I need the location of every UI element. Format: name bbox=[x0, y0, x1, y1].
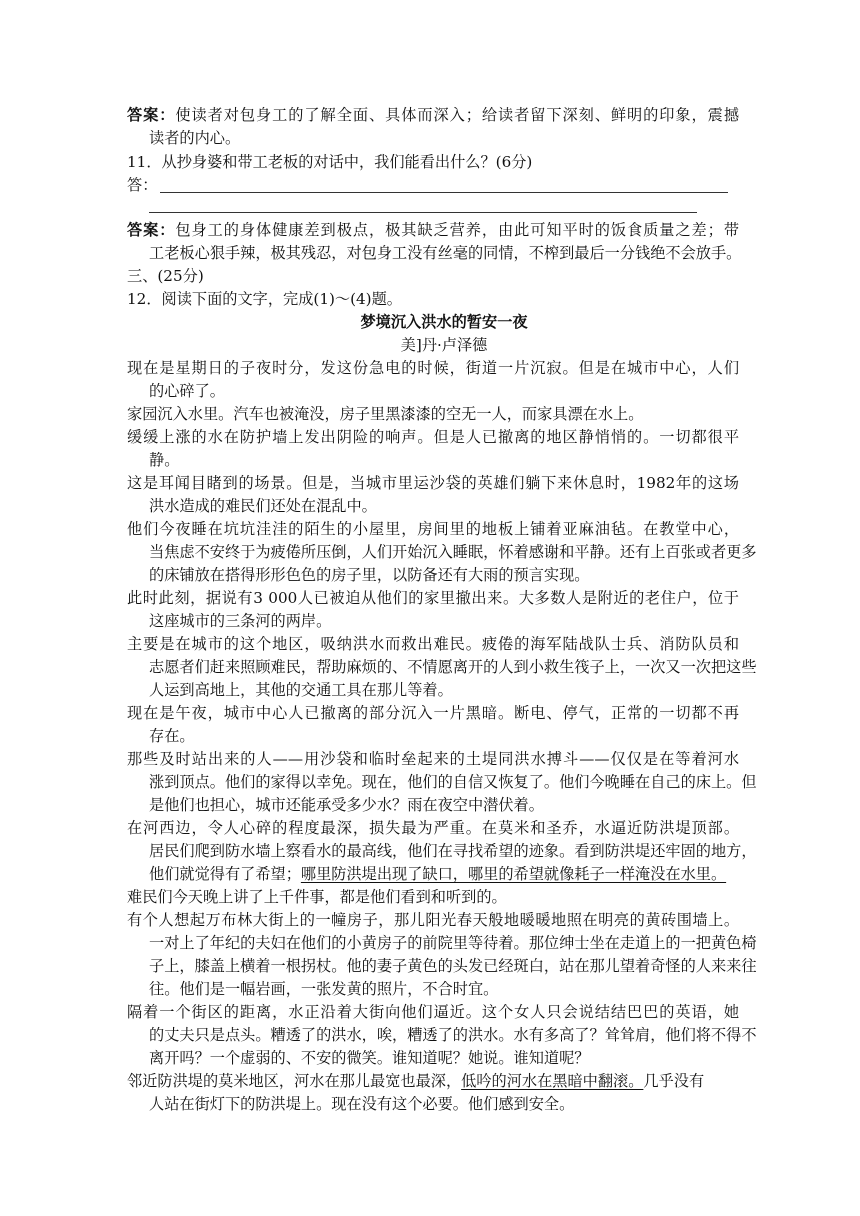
paragraph-line: 隔着一个街区的距离，水正沿着大街向他们逼近。这个女人只会说结结巴巴的英语，她 bbox=[127, 1003, 739, 1021]
paragraph-line: 静。 bbox=[149, 451, 180, 469]
paragraph-line: 缓缓上涨的水在防护墙上发出阴险的响声。但是人已撤离的地区静悄悄的。一切都很平 bbox=[127, 428, 739, 446]
answer-blank-line-1 bbox=[160, 192, 728, 193]
paragraph-line: 居民们爬到防水墙上察看水的最高线，他们在寻找希望的迹象。看到防洪堤还牢固的地方， bbox=[149, 842, 757, 860]
paragraph-line: 难民们今天晚上讲了上千件事，都是他们看到和听到的。 bbox=[127, 888, 507, 906]
paragraph-line: 涨到顶点。他们的家得以幸免。现在，他们的自信又恢复了。他们今晚睡在自己的床上。但 bbox=[149, 773, 757, 791]
paragraph-line: 的床铺放在搭得形形色色的房子里，以防备还有大雨的预言实现。 bbox=[149, 566, 590, 584]
underlined-sentence: 哪里防洪堤出现了缺口，哪里的希望就像耗子一样淹没在水里。 bbox=[300, 865, 727, 883]
paragraph-line: 离开吗？一个虚弱的、不安的微笑。谁知道呢？她说。谁知道呢？ bbox=[149, 1049, 590, 1067]
paragraph-line: 这座城市的三条河的两岸。 bbox=[149, 612, 332, 630]
answer-blank-line-2 bbox=[149, 212, 697, 213]
paragraph-text: 几乎没有 bbox=[643, 1072, 705, 1090]
answer-label-2: 答案： bbox=[127, 221, 176, 239]
paragraph-line: 的心碎了。 bbox=[149, 382, 225, 400]
answer-prompt: 答： bbox=[127, 176, 158, 194]
paragraph-line: 有个人想起万布林大街上的一幢房子，那儿阳光春天般地暖暖地照在明亮的黄砖围墙上。 bbox=[127, 911, 739, 929]
paragraph-line: 现在是星期日的子夜时分，发这份急电的时候，街道一片沉寂。但是在城市中心，人们 bbox=[127, 359, 739, 377]
answer-1-line-1 bbox=[127, 104, 739, 126]
paragraph-line: 是他们也担心，城市还能承受多少水？雨在夜空中潜伏着。 bbox=[149, 796, 544, 814]
article-author: 美]丹·卢泽德 bbox=[400, 336, 488, 354]
paragraph-line: 往。他们是一幅岩画，一张发黄的照片，不合时宜。 bbox=[149, 980, 499, 998]
paragraph-line: 志愿者们赶来照顾难民，帮助麻烦的、不情愿离开的人到小救生筏子上，一次又一次把这些 bbox=[149, 658, 757, 676]
answer-label: 答案： bbox=[127, 106, 176, 124]
paragraph-line: 在河西边，令人心碎的程度最深，损失最为严重。在莫米和圣乔，水逼近防洪堤顶部。 bbox=[127, 819, 739, 837]
question-12: 12．阅读下面的文字，完成(1)～(4)题。 bbox=[127, 290, 402, 308]
answer-2-line-1 bbox=[127, 219, 739, 241]
paragraph-line: 那些及时站出来的人——用沙袋和临时垒起来的土堤同洪水搏斗——仅仅是在等着河水 bbox=[127, 750, 739, 768]
answer-1-text: 使读者对包身工的了解全面、具体而深入；给读者留下深刻、鲜明的印象，震撼 bbox=[175, 106, 740, 124]
answer-1-line-2: 读者的内心。 bbox=[149, 129, 241, 147]
section-three-heading: 三、(25分) bbox=[127, 267, 204, 285]
answer-2-line-2: 工老板心狠手辣，极其残忍，对包身工没有丝毫的同情，不榨到最后一分钱绝不会放手。 bbox=[149, 244, 742, 262]
paragraph-line: 一对上了年纪的夫妇在他们的小黄房子的前院里等待着。那位绅士坐在走道上的一把黄色椅 bbox=[149, 934, 757, 952]
paragraph-line: 主要是在城市的这个地区，吸纳洪水而救出难民。疲倦的海军陆战队士兵、消防队员和 bbox=[127, 635, 739, 653]
article-title: 梦境沉入洪水的暂安一夜 bbox=[360, 313, 528, 331]
paragraph-line: 现在是午夜，城市中心人已撤离的部分沉入一片黑暗。断电、停气，正常的一切都不再 bbox=[127, 704, 739, 722]
paragraph-line: 这是耳闻目睹到的场景。但是，当城市里运沙袋的英雄们躺下来休息时，1982年的这场 bbox=[127, 474, 739, 492]
paragraph-line: 的丈夫只是点头。糟透了的洪水，唉，糟透了的洪水。水有多高了？耸耸肩，他们将不得不 bbox=[149, 1026, 757, 1044]
paragraph-line: 人站在街灯下的防洪堤上。现在没有这个必要。他们感到安全。 bbox=[149, 1095, 575, 1113]
underlined-sentence: 低吟的河水在黑暗中翻滚。 bbox=[461, 1072, 644, 1090]
paragraph-line: 存在。 bbox=[149, 727, 195, 745]
paragraph-text: 他们就觉得有了希望； bbox=[149, 865, 301, 883]
question-11: 11．从抄身婆和带工老板的对话中，我们能看出什么？(6分) bbox=[127, 153, 533, 171]
paragraph-line bbox=[149, 863, 739, 885]
paragraph-line: 子上，膝盖上横着一根拐杖。他的妻子黄色的头发已经斑白，站在那儿望着奇怪的人来来往 bbox=[149, 957, 757, 975]
paragraph-line: 此时此刻，据说有3 000人已被迫从他们的家里撤出来。大多数人是附近的老住户，位于 bbox=[127, 589, 739, 607]
paragraph-line: 当焦虑不安终于为疲倦所压倒，人们开始沉入睡眠，怀着感谢和平静。还有上百张或者更多 bbox=[149, 543, 757, 561]
paragraph-line: 他们今夜睡在坑坑洼洼的陌生的小屋里，房间里的地板上铺着亚麻油毡。在教堂中心， bbox=[127, 520, 739, 538]
paragraph-line bbox=[127, 1070, 739, 1092]
paragraph-line: 洪水造成的难民们还处在混乱中。 bbox=[149, 497, 377, 515]
answer-2-text: 包身工的身体健康差到极点，极其缺乏营养，由此可知平时的饭食质量之差；带 bbox=[175, 221, 740, 239]
paragraph-text: 邻近防洪堤的莫米地区，河水在那儿最宽也最深， bbox=[127, 1072, 462, 1090]
paragraph-line: 家园沉入水里。汽车也被淹没，房子里黑漆漆的空无一人，而家具漂在水上。 bbox=[127, 405, 644, 423]
paragraph-line: 人运到高地上，其他的交通工具在那儿等着。 bbox=[149, 681, 453, 699]
